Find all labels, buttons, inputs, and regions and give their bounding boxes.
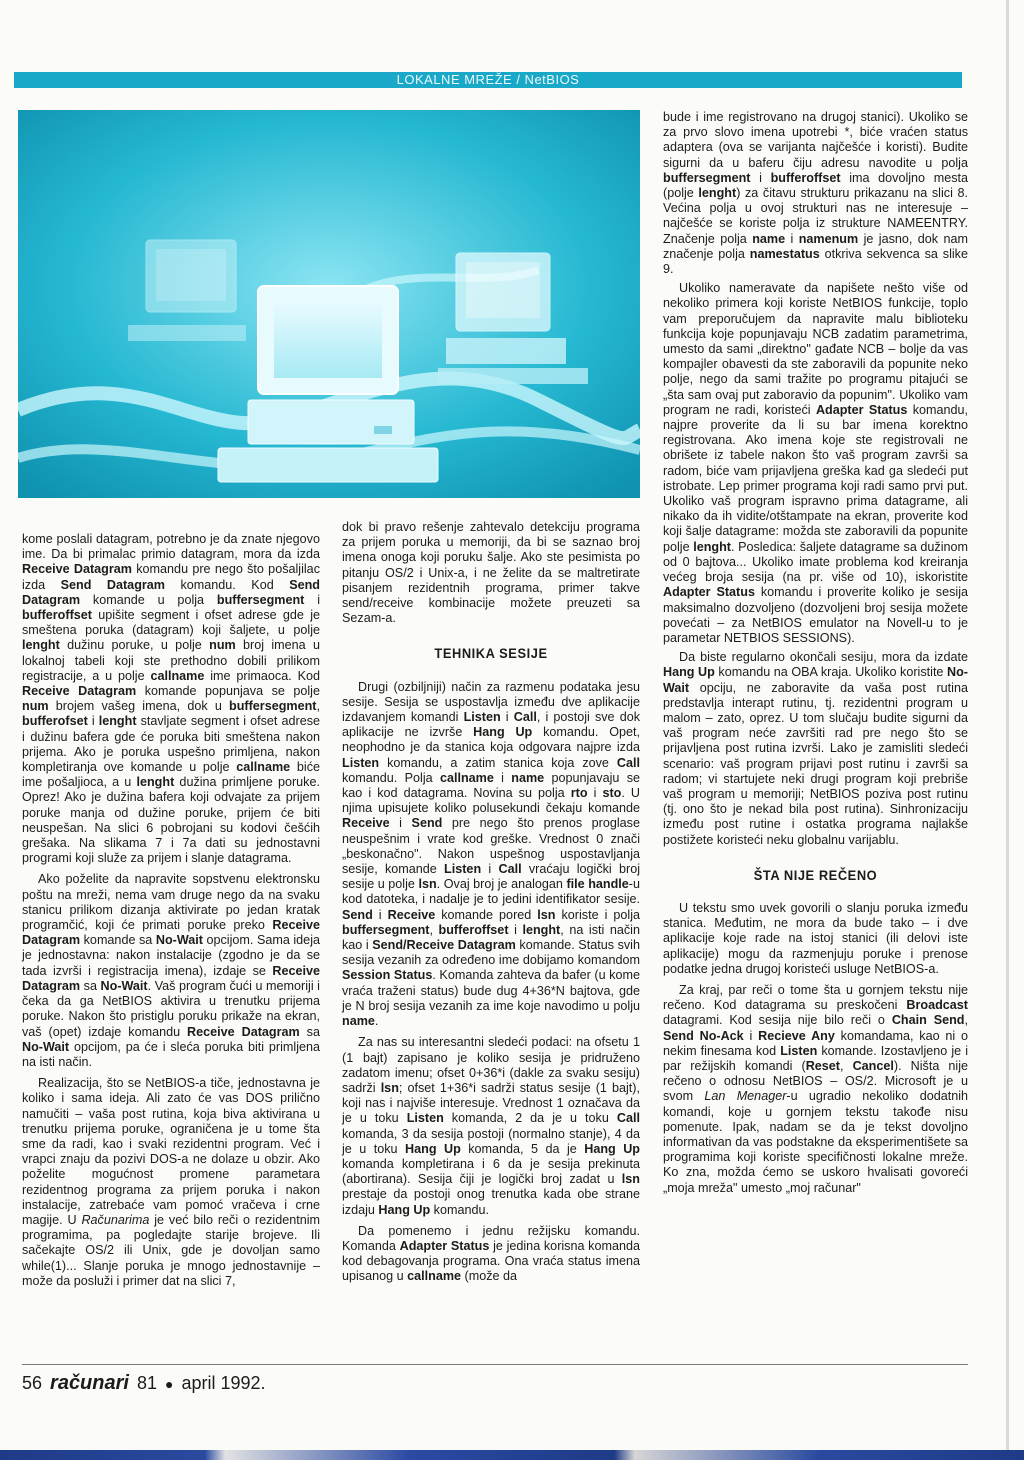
text-run: komande. Status svih sesija vezanih za određeno ime dobijamo komandom xyxy=(342,938,640,968)
text-run: Adapter Status xyxy=(399,1238,490,1253)
text-run: buffersegment xyxy=(216,592,305,607)
text-run: koriste i polja xyxy=(555,907,641,922)
text-run: Send Datagram xyxy=(60,577,165,592)
text-run: lenght xyxy=(522,922,561,937)
text-run: Broadcast xyxy=(906,998,968,1013)
text-run: Listen xyxy=(406,1111,444,1126)
text-run: Send xyxy=(342,907,373,922)
text-run: komandu. Kod xyxy=(165,577,290,592)
network-computers-photo xyxy=(18,110,640,498)
section-heading-sessions: TEHNIKA SESIJE xyxy=(434,645,548,662)
text-run: i xyxy=(372,907,388,922)
text-run: brojem vašeg imena, dok u xyxy=(48,699,230,714)
text-run: callname xyxy=(236,760,291,775)
text-run: ) za čitavu strukturu prikazanu na slici 8. Većina polja u ovoj strukturi nas ne interesuje – najčešće se koriste polja iz strukture NAMEENTRY. Značenje polja xyxy=(663,186,968,246)
text-run: U tekstu smo uvek govorili o slanju poruka između stanica. Međutim, ne mora da bude tako – i dve aplikacije koje rade na istoj stanici (ili delovi iste aplikacije) mogu da razmenjuju poruke i prenose podatke jedna drugoj koristeći usluge NetBIOS-a. xyxy=(663,900,968,976)
text-run: komande u polja xyxy=(80,592,217,607)
issue-number: 81 xyxy=(136,1373,157,1393)
text-run: komandu. xyxy=(430,1202,489,1217)
text-run: lsn xyxy=(380,1080,399,1095)
text-run: . xyxy=(374,1014,379,1029)
page-footer xyxy=(22,1372,266,1395)
text-run: ima dovoljno mesta (polje xyxy=(663,170,969,201)
text-run: Za kraj, par reči o tome šta u gornjem tekstu nije rečeno. Kod datagrama su preskočeni xyxy=(663,982,968,1013)
text-run: , xyxy=(840,1058,853,1073)
text-run: No-Wait xyxy=(155,933,203,948)
text-run: buffersegment xyxy=(342,922,430,937)
col3-paragraph-1 xyxy=(663,110,968,277)
col3-paragraph-4 xyxy=(663,901,968,977)
text-run: name xyxy=(342,1014,375,1029)
text-run: i xyxy=(493,770,512,785)
col3-paragraph-3 xyxy=(663,650,968,848)
text-run: Call xyxy=(498,862,522,877)
text-run: Receive Datagram xyxy=(22,918,320,948)
text-run: i xyxy=(587,786,603,801)
text-run: , na isti način kao i xyxy=(342,922,640,953)
text-run: sto xyxy=(602,786,622,801)
text-run: opciju, ne zaboravite da vaša post rutina predstavlja interapt rutinu, tj. rezidentni program u malom – zato, oprez. U tom slučaju budite sigurni da vaš program neće završiti rad pre nego što se prijavljena post rutina izvrši. Lako je zamisliti sledeći scenario: vaš program prijavi post rutinu i završi sa radom; vi startujete neki drugi program koji prebriše vaš program u memoriji; NetBIOS poziva post rutinu (tj. ono što je nekad bila post rutina). Sinhronizaciju između post rutine i ostatka programa najlakše postižete koristeći neku globalnu varijablu. xyxy=(663,680,968,847)
text-run: num xyxy=(22,699,49,714)
text-run: komande. Izostavljeno je i par režijskih komandi ( xyxy=(663,1043,968,1073)
text-run: Send/Receive Datagram xyxy=(372,938,516,953)
text-run: Chain Send xyxy=(891,1013,965,1028)
text-run: . Komanda zahteva da bafer (u kome vraća traženi status) bude dug 4+36*N bajtova, gde je N broj sesija vezanih za ime koje navodimo u polju xyxy=(342,968,640,1013)
text-run: Receive xyxy=(342,816,390,831)
text-run: lenght xyxy=(22,638,60,653)
text-run: namenum xyxy=(798,231,859,246)
text-run: vraćaju logički broj sesije u polje xyxy=(342,862,640,892)
page-number: 56 xyxy=(22,1373,43,1393)
text-run: komandu pre nego što pošaljilac izda xyxy=(22,562,320,592)
text-run: lenght xyxy=(698,186,737,201)
text-run: i xyxy=(743,1028,759,1043)
text-run: lenght xyxy=(136,775,175,790)
text-run: stavljate segment i ofset adrese i dužinu bafera gde će poruka biti smeštena nakon prijema. Ako je poruka uspešno primljena, nakon kompletiranja ove komande u polje xyxy=(22,714,320,775)
text-run: Call xyxy=(513,710,537,725)
text-run: dok bi pravo rešenje zahtevalo detekciju programa za prijem poruka u memoriji, da bi se saznao broj imena onoga koji poruku šalje. Ako ste pesimista po pitanju OS/2 i Unix-a, i ne želite da se maltretirate pisanjem rezidentnih programa, primer takve send/receive kombinacije možete preuzeti sa Sezam-a. xyxy=(342,520,640,626)
text-run: i xyxy=(508,922,523,937)
text-run: komandama, kao ni o nekim finesama kod xyxy=(663,1028,969,1058)
article-column-1 xyxy=(22,532,320,1289)
bottom-color-stripe xyxy=(0,1450,1024,1460)
text-run: komandu na OBA kraja. Ukoliko koristite xyxy=(714,665,948,680)
text-run: Receive Datagram xyxy=(22,562,132,577)
text-run: . Ovaj broj je analogan xyxy=(436,877,567,892)
text-run: bufferoffset xyxy=(22,608,92,623)
text-run: lsn xyxy=(621,1172,640,1187)
text-run: i xyxy=(785,231,799,246)
text-run: Listen xyxy=(342,755,380,770)
text-run: opcijom, pa će i sleća poruka biti primljena na isti način. xyxy=(22,1039,320,1069)
text-run: Hang Up xyxy=(378,1202,431,1217)
text-run: kome poslali datagram, potrebno je da znate njegovo ime. Da bi primalac primio datagram, mora da izda xyxy=(22,532,320,562)
text-run: je jedina korisna komanda kod debagovanja programa. Ona vraća status imena upisanog u xyxy=(342,1238,640,1284)
text-run: komandu, najpre proverite da li su bar imena korektno registrovana. Ako imena koje ste registrovali ne obrišete iz tabele nakon što vaš program završi sa radom, biće vam prijavljena greška kad ga sledeći put istrobate. Lep primer programa koji radi samo prvi put. Ukoliko vaš program ispravno prima datagrame, ali nikako da ih vidite/otštampate na ekran, proverite kod koji šalje datagrame: možda ste zaboravili da popunite polje xyxy=(663,402,969,554)
scan-edge xyxy=(1006,0,1009,1460)
text-run: Reset xyxy=(805,1058,840,1073)
text-run: Receive Datagram xyxy=(187,1024,300,1039)
issue-date: april 1992. xyxy=(181,1373,266,1393)
text-run: bude i ime registrovano na drugoj stanici). Ukoliko se za prvo slovo imena upotrebi *, biće vraćen status adaptera (ova se varijanta najčešće i koristi). Budite sigurni da u baferu čiju adresu navodite u polja xyxy=(663,110,968,170)
text-run: prestaje da postoji onog trenutka kada obe strane izdaju xyxy=(342,1187,640,1217)
text-run: sa xyxy=(299,1024,320,1039)
text-run: Adapter Status xyxy=(815,402,908,417)
text-run: lenght xyxy=(98,714,137,729)
text-run: komande popunjava se polje xyxy=(136,684,320,699)
text-run: Receive xyxy=(387,907,436,922)
text-run: . U njima upisujete koliko polusekundi čekaju komande xyxy=(342,786,641,816)
text-run: , xyxy=(429,922,439,937)
text-run: Adapter Status xyxy=(663,585,755,600)
text-run: bufferoffset xyxy=(770,170,841,185)
article-column-3 xyxy=(663,110,968,1196)
text-run: Call xyxy=(616,1111,640,1126)
section-heading-not-said: ŠTA NIJE REČENO xyxy=(753,866,878,883)
col1-paragraph-2 xyxy=(22,872,320,1070)
text-run: dužinu poruke, u polje xyxy=(59,638,210,653)
text-run: Send Datagram xyxy=(22,577,320,607)
text-run: ime primaoca. Kod xyxy=(204,668,320,683)
text-run: Drugi (ozbiljniji) način za razmenu podataka jesu sesije. Sesija se uspostavlja između dve aplikacije izdavanjem komandi xyxy=(342,679,640,725)
text-run: komandu, a zatim stanica koja zove xyxy=(379,755,617,770)
text-run: komanda, 2 da je u toku xyxy=(443,1111,617,1126)
text-run: ). Ništa nije rečeno o odnosu NetBIOS – OS/2. Microsoft je u svom xyxy=(663,1058,969,1104)
text-run: name xyxy=(752,231,786,246)
text-run: Računarima xyxy=(81,1212,150,1227)
text-run: Send No-Ack xyxy=(663,1028,744,1043)
text-run: Hang Up xyxy=(663,665,715,680)
text-run: komanda, 5 da je xyxy=(460,1141,585,1156)
text-run: bufferofset xyxy=(22,714,88,729)
text-run: file handle xyxy=(566,877,629,892)
text-run: callname xyxy=(407,1269,462,1284)
text-run: No-Wait xyxy=(663,665,968,695)
text-run: je već bilo reči o rezidentnim programima, pa pogledajte starije brojeve. Ili sačekajte OS/2 ili Unix, gde je dovoljan samo while(1)... Slanje poruka je mnogo jednostavnije – može da posluži i primer dat na slici 7, xyxy=(22,1212,320,1288)
bullet-icon: ● xyxy=(165,1376,174,1392)
text-run: -u kod datoteka, i nadalje je to jedini identifikator sesije. xyxy=(342,877,640,907)
text-run: Hang Up xyxy=(473,725,533,740)
text-run: callname xyxy=(150,668,205,683)
text-run: callname xyxy=(439,770,494,785)
text-run: komandu i proverite koliko je sesija maksimalno dozvoljeno (dozvoljeni broj sesija možete povećati – za NetBIOS emulator na Novell-u to je parametar NETBIOS SESSIONS). xyxy=(663,585,968,645)
text-run: biće ime pošaljioca, a u xyxy=(22,760,321,790)
text-run: Ako poželite da napravite sopstvenu elektronsku poštu na mreži, nema vam druge nego da na svaku stanicu prilikom dizanja aktivirate po jedan kratak programčić, koji će primati poruke preko xyxy=(22,872,320,933)
text-run: (može da xyxy=(461,1269,518,1284)
text-run: Listen xyxy=(463,710,501,725)
text-run: Session Status xyxy=(342,968,433,983)
text-run: Da biste regularno okončali sesiju, mora da izdate xyxy=(679,650,968,665)
col2-paragraph-1 xyxy=(342,520,640,626)
footer-rule xyxy=(22,1364,968,1365)
text-run: broj imena u lokalnoj tabeli koji ste prethodno dobili prilikom registracije, a u polje xyxy=(22,638,320,683)
text-run: i xyxy=(87,714,99,729)
text-run: i xyxy=(750,170,771,185)
text-run: otkriva sekvenca sa slike 9. xyxy=(663,246,968,277)
text-run: bufferoffset xyxy=(438,922,509,937)
col2-paragraph-2 xyxy=(342,680,640,1030)
text-run: Call xyxy=(616,755,640,770)
text-run: opcijom. Sama ideja je jednostavna: nakon instalacije (zgodno je da se tada izvrši i registracija imena), izdaje se xyxy=(22,933,320,978)
text-run: datagrami. Kod sesija nije bilo reči o xyxy=(663,1013,892,1028)
text-run: komande sa xyxy=(80,933,156,948)
text-run: sa xyxy=(80,978,101,993)
text-run: komanda, 3 da sesija postoji (normalno stanje), 4 da je u toku xyxy=(342,1126,640,1156)
text-run: buffersegment xyxy=(229,699,317,714)
text-run: , i postoji sve dok aplikacije ne izvrše xyxy=(342,710,640,740)
text-run: Receive Datagram xyxy=(22,963,320,993)
col3-paragraph-5 xyxy=(663,983,968,1196)
text-run: Hang Up xyxy=(584,1141,640,1156)
text-run: , xyxy=(316,699,320,714)
col2-paragraph-3 xyxy=(342,1035,640,1217)
col1-paragraph-1 xyxy=(22,532,320,866)
text-run: Ukoliko nameravate da napišete nešto više od nekoliko primera koji koriste NetBIOS funkcije, toplo vam preporučujem da napravite malu biblioteku funkcija koje popunjavaju NCB zadatim parametrima, umesto da sami „direktno" gađate NCB – bolje da vas kompajler obavesti da ste zaboravili da popunite neko polje, nego da sami tražite po programu pitajući se „šta sam ovaj put zaboravio da popunim". Ukoliko vam program ne radi, koristeći xyxy=(663,281,968,417)
text-run: pre nego što prenos proglase neuspešnim i vrate kod greške. Vrednost 0 znači „beskonačno". Nakon uspešnog uspostavljanja sesije, komande xyxy=(342,816,640,877)
text-run: komandu. Opet, neophodno je da stanica koja odgovara najpre izda xyxy=(342,725,640,755)
text-run: . Vaš program čući u memoriji i čeka da ga NetBIOS aktivira u trenutku prijema poruke. Nakon što pristiglu poruku prikaže na ekran, vaš (opet) izdaje komandu xyxy=(22,978,320,1039)
text-run: buffersegment xyxy=(663,170,751,185)
text-run: lsn xyxy=(418,877,437,892)
text-run: Hang Up xyxy=(405,1141,461,1156)
article-column-2 xyxy=(342,520,640,1285)
text-run: komande pored xyxy=(435,907,538,922)
text-run: Realizacija, što se NetBIOS-a tiče, jednostavna je koliko i sama ideja. Ali zato će vas DOS prilično namučiti – vaša post rutina, koja biva aktivirana u trenutku prijema poruke, ograničena je u tome šta sme da radi, kao i svaki rezidentni program. Već i vrapci znaju da pozivi DOS-a ne dolaze u obzir. Ako poželite mogućnost promene parametara rezidentnog programa za prijem poruka i nakon instalacije, zatrebaće vam pomoć vračeva i crne magije. U xyxy=(22,1076,320,1227)
text-run: namestatus xyxy=(749,246,820,261)
text-run: Send xyxy=(411,816,443,831)
text-run: ; ofset 1+36*i sadrži status sesije (1 bajt), koji nas i najviše interesuje. Vrednost 1 označava da je u toku xyxy=(342,1080,640,1126)
text-run: No-Wait xyxy=(22,1039,70,1054)
text-run: popunjavaju se kao i kod datagrama. Novina su polja xyxy=(342,770,641,801)
text-run: komandu. Polja xyxy=(342,770,440,785)
text-run: lsn xyxy=(537,907,556,922)
text-run: . Posledica: šaljete datagrame sa dužinom od 0 bajtova... Ukoliko imate problema kod kreiranja većeg broja sesija (na pr. više od 10), iskoristite xyxy=(663,539,969,585)
text-run: i xyxy=(304,592,320,607)
text-run: lenght xyxy=(693,539,731,554)
text-run: Listen xyxy=(444,862,482,877)
col3-paragraph-2 xyxy=(663,281,968,646)
text-run: , xyxy=(964,1013,968,1028)
text-run: Da pomenemo i jednu režijsku komandu. Komanda xyxy=(342,1223,640,1253)
text-run: Receive Datagram xyxy=(22,684,137,699)
text-run: je jasno, dok nam značenje polja xyxy=(663,231,968,261)
text-run: dužina primljene poruke. Oprez! Ako je dužina bafera koji odvajate za prijem poruke manja od dužine poruke, prijem će biti neuspešan. Na slici 6 pobrojani su kodovi češćih grešaka. Na slikama 7 i 7a dati su jednostavni programi koji služe za prijem i slanje datagrama. xyxy=(22,775,320,866)
section-header-bar xyxy=(14,72,962,88)
text-run: i xyxy=(389,816,412,831)
text-run: Recieve Any xyxy=(758,1028,835,1043)
text-run: Listen xyxy=(780,1043,818,1058)
text-run: -u ugradio nekoliko dodatnih komandi, koje u gornjem tekstu takođe nisu pomenute. Ipak, nadam se da je tekst dovoljno informativan da vas podstakne da eksperimentišete sa programima koji koriste specifičnosti lokalne mreže. Ko zna, možda ćemo se uskoro hvalisati govoreći „moja mreža" umesto „moj računar" xyxy=(663,1089,969,1195)
text-run: Cancel xyxy=(852,1058,894,1073)
text-run: komanda kompletirana i 6 da je sesija prekinuta (abortirana). Sesija čiji je logički broj zadat u xyxy=(342,1156,640,1187)
text-run: i xyxy=(500,710,514,725)
section-title: LOKALNE MREŽE / NetBIOS xyxy=(396,72,580,87)
text-run: rto xyxy=(570,786,588,801)
text-run: No-Wait xyxy=(100,978,148,993)
text-run: Lan Menager xyxy=(704,1089,787,1104)
text-run: num xyxy=(209,638,236,653)
col2-paragraph-4 xyxy=(342,1224,640,1285)
text-run: i xyxy=(481,862,499,877)
text-run: Za nas su interesantni sledeći podaci: na ofsetu 1 (1 bajt) zapisano je koliko sesija je pridruženo zadatom imenu; ofset 0+36*i (dakle za svaku sesiju) sadrži xyxy=(342,1035,640,1095)
text-run: name xyxy=(511,770,545,785)
magazine-name: računari xyxy=(50,1372,129,1394)
col1-paragraph-3 xyxy=(22,1076,320,1289)
text-run: upišite segment i ofset adrese gde je smeštena poruka (datagram) koji šaljete, u polje xyxy=(22,608,320,638)
